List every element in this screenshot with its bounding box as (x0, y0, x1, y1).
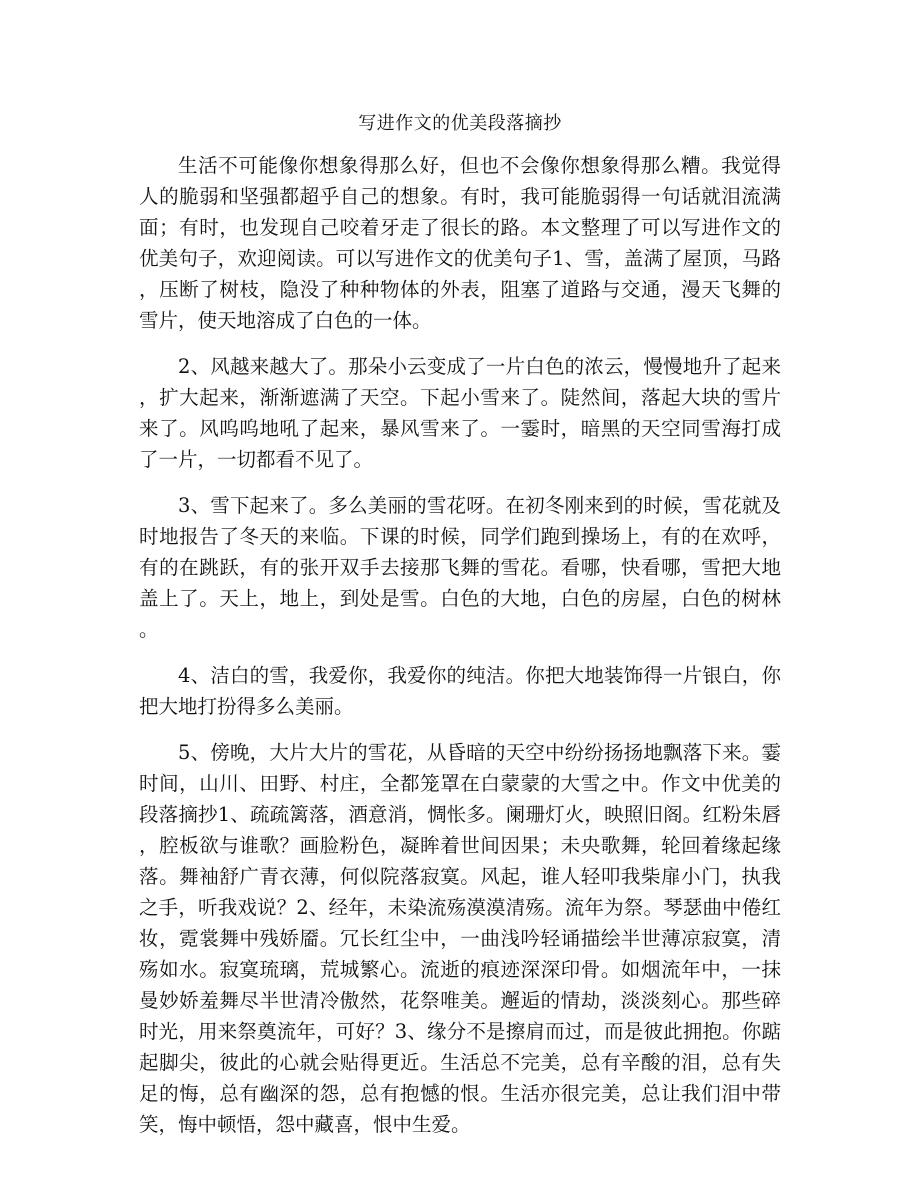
document-title: 写进作文的优美段落摘抄 (358, 113, 562, 134)
paragraph-evening-snow: 5、傍晚，大片大片的雪花，从昏暗的天空中纷纷扬扬地飘落下来。霎时间，山川、田野、村庄，全都笼罩在白蒙蒙的大雪之中。作文中优美的段落摘抄1、疏疏篱落，酒意消，惆怅多。阑珊灯火，映照旧阁。红粉朱唇，腔板欲与谁歌？画脸粉色，凝眸着世间因果；未央歌舞，轮回着缘起缘落。舞袖舒广青衣薄，何似院落寂寞。风起，谁人轻叩我柴扉小门，执我之手，听我戏说？2、经年，未染流殇漠漠清殇。流年为祭。琴瑟曲中倦红妆，霓裳舞中残娇靥。冗长红尘中，一曲浅吟轻诵描绘半世薄凉寂寞，清殇如水。寂寞琉璃，荒城繁心。流逝的痕迹深深印骨。如烟流年中，一抹曼妙娇羞舞尽半世清冷傲然，花祭唯美。邂逅的情劫，淡淡刻心。那些碎时光，用来祭奠流年，可好？3、缘分不是擦肩而过，而是彼此拥抱。你踮起脚尖，彼此的心就会贴得更近。生活总不完美，总有辛酸的泪，总有失足的悔，总有幽深的怨，总有抱憾的恨。生活亦很完美，总让我们泪中带笑，悔中顿悟，怨中藏喜，恨中生爱。 (139, 741, 781, 1136)
paragraph-white-snow: 4、洁白的雪，我爱你，我爱你的纯洁。你把大地装饰得一片银白，你把大地打扮得多么美丽。 (139, 664, 781, 718)
paragraph-intro-snow: 生活不可能像你想象得那么好，但也不会像你想象得那么糟。我觉得人的脆弱和坚强都超乎自己的想象。有时，我可能脆弱得一句话就泪流满面；有时，也发现自己咬着牙走了很长的路。本文整理了可以写进作文的优美句子，欢迎阅读。可以写进作文的优美句子1、雪，盖满了屋顶，马路，压断了树枝，隐没了种种物体的外表，阻塞了道路与交通，漫天飞舞的雪片，使天地溶成了白色的一体。 (139, 154, 781, 332)
paragraph-snowflakes: 3、雪下起来了。多么美丽的雪花呀。在初冬刚来到的时候，雪花就及时地报告了冬天的来临。下课的时候，同学们跑到操场上，有的在欢呼，有的在跳跃，有的张开双手去接那飞舞的雪花。看哪，快看哪，雪把大地盖上了。天上，地上，到处是雪。白色的大地，白色的房屋，白色的树林。 (139, 494, 781, 641)
paragraph-wind-storm: 2、风越来越大了。那朵小云变成了一片白色的浓云，慢慢地升了起来，扩大起来，渐渐遮满了天空。下起小雪来了。陡然间，落起大块的雪片来了。风呜呜地吼了起来，暴风雪来了。一霎时，暗黑的天空同雪海打成了一片，一切都看不见了。 (139, 355, 781, 471)
document-body (139, 150, 781, 1155)
